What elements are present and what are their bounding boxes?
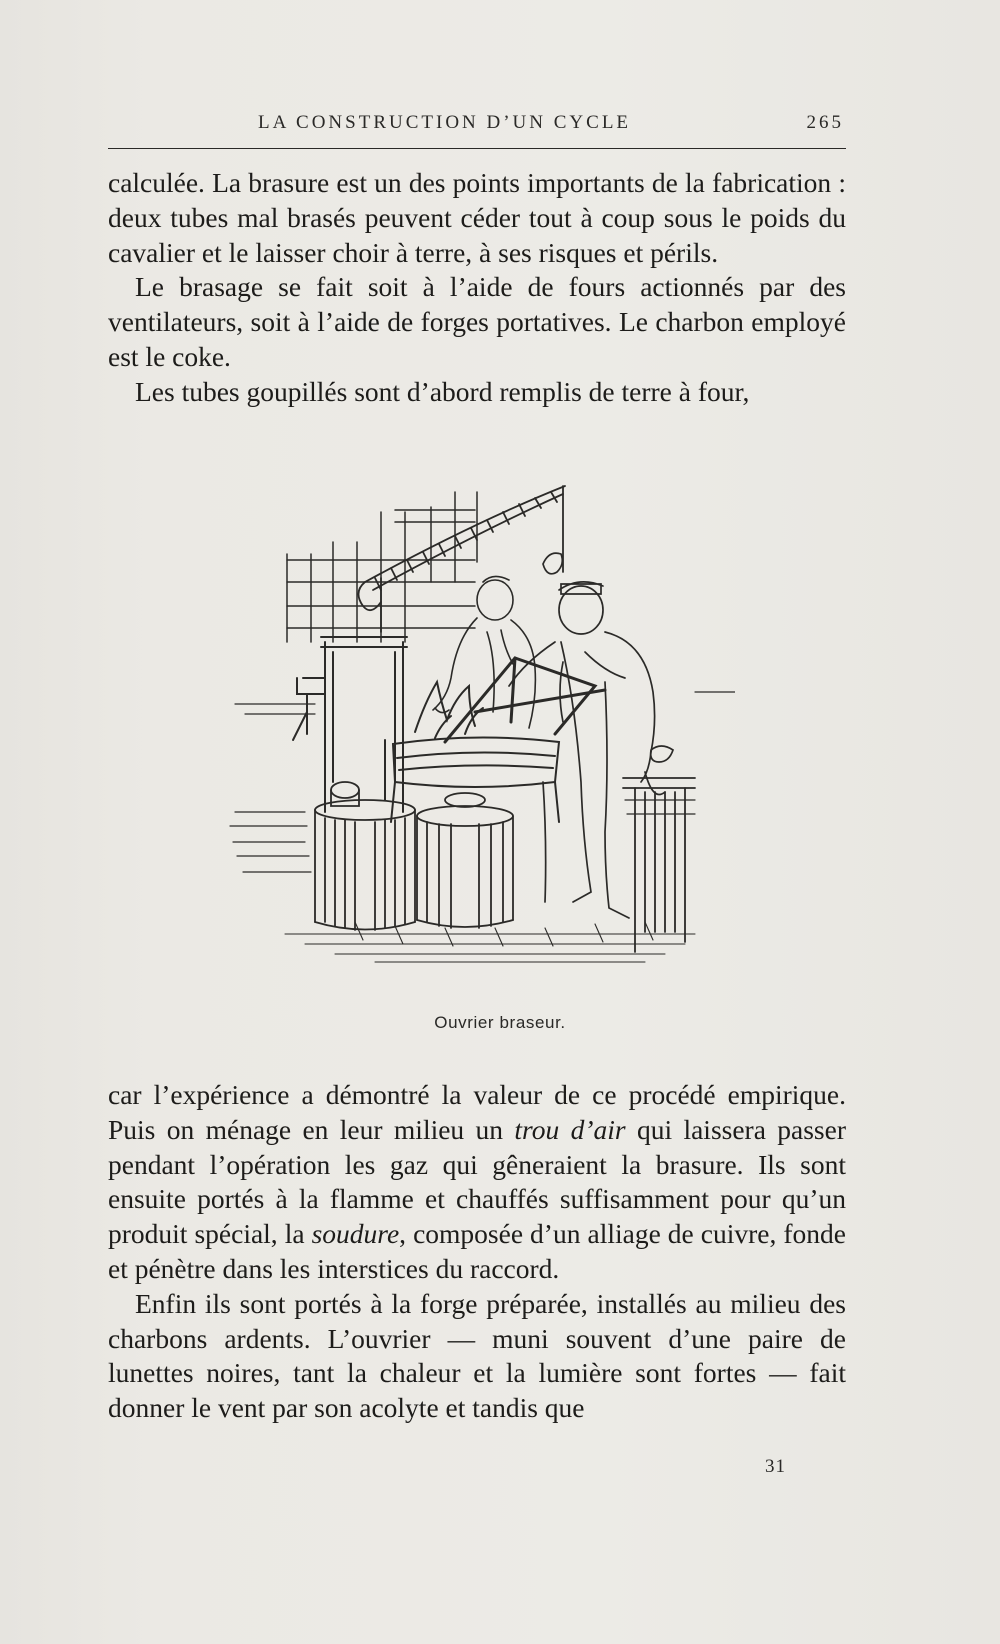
running-header: [108, 108, 846, 149]
right-cylinder: [417, 793, 513, 928]
running-title: LA CONSTRUCTION D’UN CYCLE: [258, 112, 632, 133]
text-block-bottom: [108, 1078, 846, 1426]
paragraph-experience-part-1: car l’expérience a démontré la valeur de ce procédé empirique. Puis on ménage en leur milieu un: [108, 1079, 846, 1145]
paragraph-brasage: Le brasage se fait soit à l’aide de fours actionnés par des ventilateurs, soit à l’aide de forges portatives. Le charbon employé est le coke.: [108, 271, 846, 372]
bellows-arm: [358, 486, 565, 632]
paragraph-experience: [108, 1078, 846, 1287]
term-trou-d-air: trou d’air: [514, 1113, 626, 1145]
window-frame: [287, 492, 477, 642]
left-cylinder: [315, 782, 415, 930]
side-table: [623, 778, 695, 952]
figure-caption: Ouvrier braseur.: [434, 1013, 566, 1032]
page-number: 265: [806, 112, 844, 133]
paragraph-tubes: Les tubes goupillés sont d’abord remplis de terre à four,: [135, 375, 750, 407]
paragraph-continuation: calculée. La brasure est un des points importants de la fabrication : deux tubes mal brasés peuvent céder tout à coup sous le poids du cavalier et le laisser choir à terre, à ses risques et périls.: [108, 167, 846, 268]
forge-stand: [293, 637, 407, 812]
engraving-illustration: [225, 482, 735, 1002]
paragraph-experience-part-2: qui laissera passer pendant l’opération les gaz qui gêneraient la brasure. Ils sont ensuite portés à la flamme et chauffés suffisamment pour qu’un produit spécial, la: [108, 1113, 846, 1250]
term-soudure: soudure: [311, 1218, 400, 1250]
engraving-brazing-worker: [225, 482, 735, 1002]
paragraph-forge: Enfin ils sont portés à la forge préparée, installés au milieu des charbons ardents. L’ouvrier — muni souvent d’une paire de lunettes noires, tant la chaleur et la lumière sont fortes — fait donner le vent par son acolyte et tandis que: [108, 1287, 846, 1424]
brazier-figure: [509, 553, 673, 918]
signature-mark: 31: [765, 1456, 786, 1477]
text-block-top: [108, 166, 846, 410]
paragraph-experience-part-3: , composée d’un alliage de cuivre, fonde et pénètre dans les interstices du raccord.: [108, 1218, 846, 1284]
